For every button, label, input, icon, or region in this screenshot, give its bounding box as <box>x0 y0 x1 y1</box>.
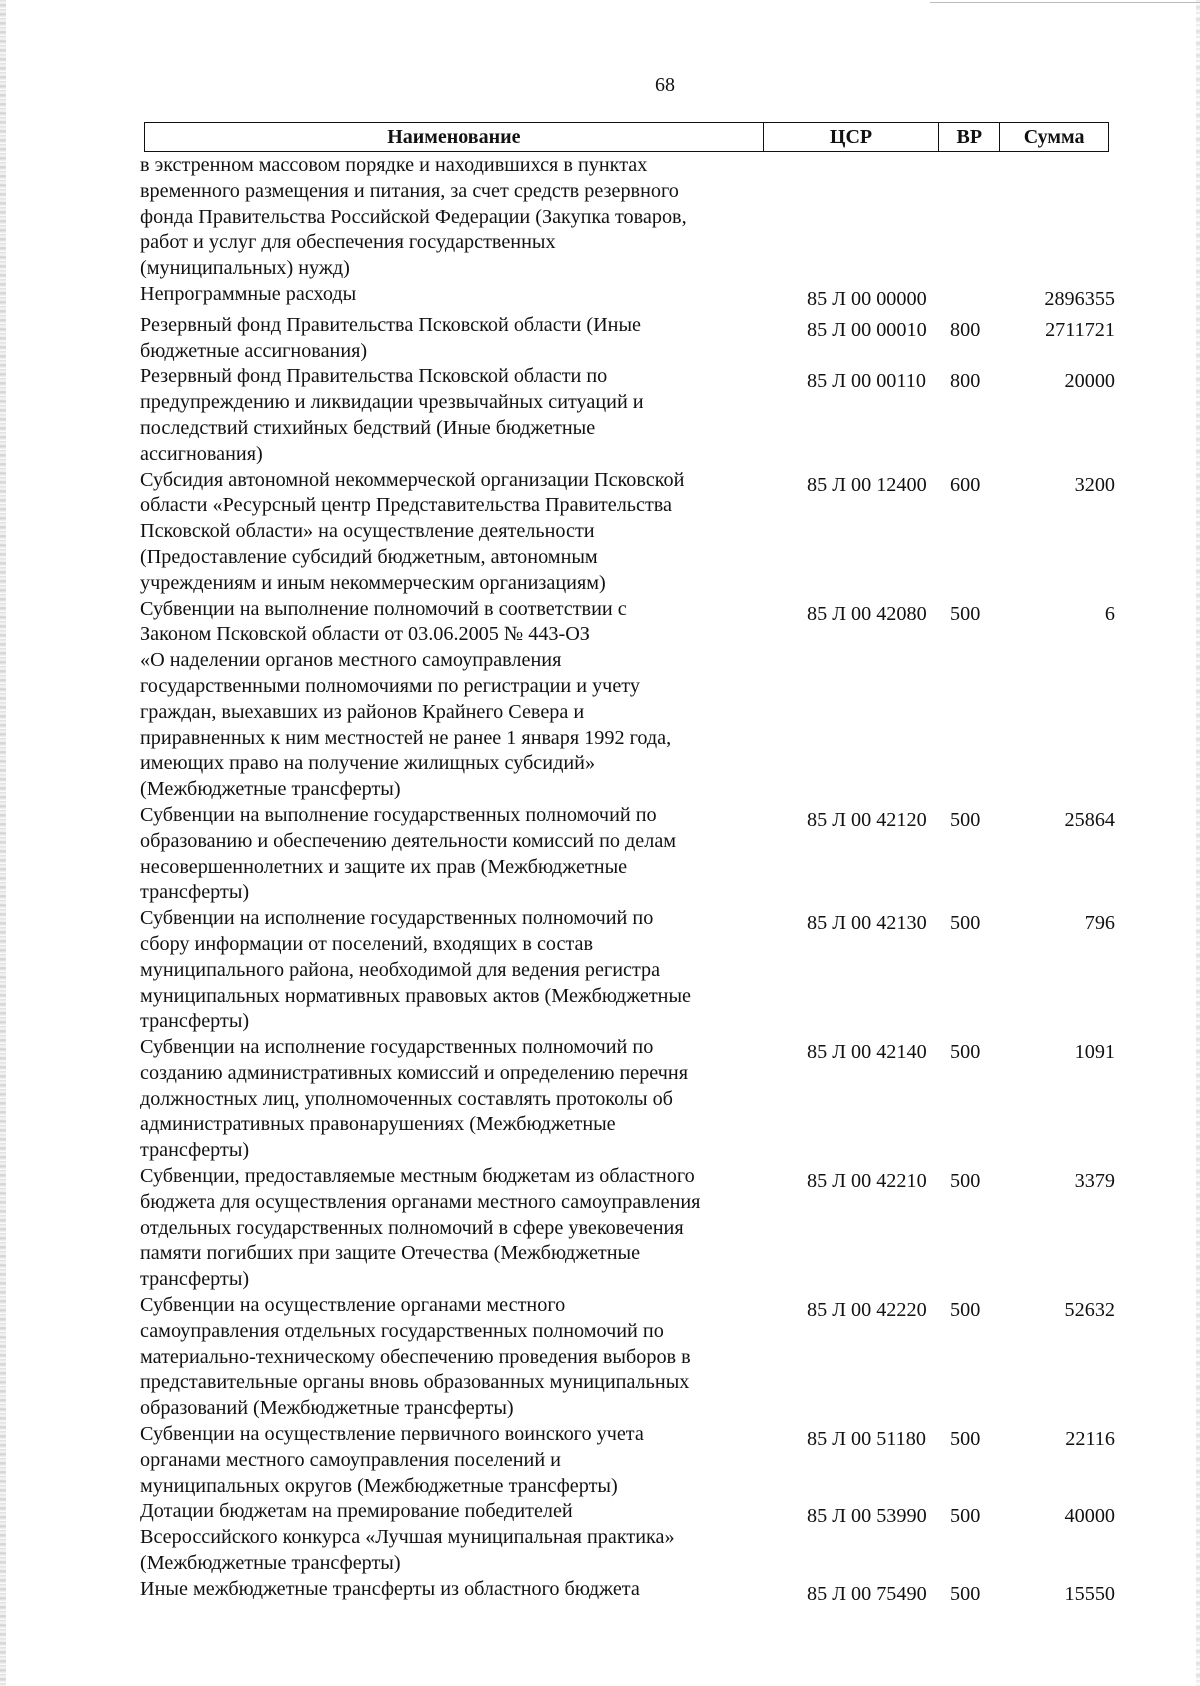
name-line: трансферты) <box>140 881 250 904</box>
table-row <box>140 364 1115 467</box>
cell-csr: 85 Л 00 00010 <box>807 318 927 341</box>
cell-vr: 500 <box>950 1041 981 1064</box>
name-line: Законом Псковской области от 03.06.2005 № 443-ОЗ <box>140 623 590 646</box>
name-line: в экстренном массовом порядке и находившихся в пунктах <box>140 154 648 176</box>
name-line: бюджетные ассигнования) <box>140 339 368 362</box>
table-row <box>140 153 1115 282</box>
scan-edge-left <box>0 0 6 1686</box>
name-line: созданию административных комиссий и определению перечня <box>140 1061 689 1084</box>
name-line: временного размещения и питания, за счет средств резервного <box>140 179 679 202</box>
table-row <box>140 906 1115 1035</box>
table-row <box>140 282 1115 313</box>
name-line: трансферты) <box>140 1268 250 1291</box>
name-line: (Межбюджетные трансферты) <box>140 778 401 801</box>
cell-name <box>140 282 760 313</box>
name-line: граждан, выехавших из районов Крайнего Севера и <box>140 700 585 723</box>
name-line: образований (Межбюджетные трансферты) <box>140 1397 514 1420</box>
cell-csr: 85 Л 00 53990 <box>807 1505 927 1528</box>
table-row <box>140 1422 1115 1499</box>
cell-name <box>140 803 760 906</box>
cell-name <box>140 1422 760 1499</box>
name-line: муниципальных округов (Межбюджетные трансферты) <box>140 1474 618 1497</box>
name-line: Непрограммные расходы <box>140 282 357 305</box>
cell-vr: 600 <box>950 473 981 496</box>
cell-vr: 500 <box>950 1505 981 1528</box>
table-row <box>140 1293 1115 1422</box>
name-line: несовершеннолетних и защите их прав (Межбюджетные <box>140 855 628 878</box>
cell-name <box>140 1577 760 1608</box>
cell-name <box>140 906 760 1035</box>
cell-sum: 52632 <box>1064 1299 1115 1322</box>
name-line: Резервный фонд Правительства Псковской области по <box>140 365 608 388</box>
cell-name <box>140 1499 760 1576</box>
page-number: 68 <box>655 74 675 96</box>
name-line: учреждениям и иным некоммерческим организациям) <box>140 571 606 594</box>
cell-vr <box>950 282 1000 313</box>
cell-name <box>140 1164 760 1293</box>
header-vr: ВР <box>939 123 1000 151</box>
name-line: Дотации бюджетам на премирование победителей <box>140 1500 573 1523</box>
table-row <box>140 1499 1115 1576</box>
cell-sum: 3200 <box>1074 473 1115 496</box>
header-csr: ЦСР <box>764 123 940 151</box>
name-line: Иные межбюджетные трансферты из областного бюджета <box>140 1577 640 1600</box>
name-line: Субвенции на выполнение полномочий в соответствии с <box>140 597 627 620</box>
name-line: Всероссийского конкурса «Лучшая муниципальная практика» <box>140 1526 675 1549</box>
table-body <box>140 153 1115 1608</box>
cell-sum: 796 <box>1084 912 1115 935</box>
name-line: Субвенции, предоставляемые местным бюджетам из областного <box>140 1165 695 1188</box>
table-header <box>144 122 1109 152</box>
name-line: муниципальных нормативных правовых актов (Межбюджетные <box>140 984 691 1007</box>
cell-name <box>140 468 760 597</box>
name-line: Субсидия автономной некоммерческой организации Псковской <box>140 468 685 491</box>
name-line: Резервный фонд Правительства Псковской области (Иные <box>140 313 641 336</box>
name-line: памяти погибших при защите Отечества (Межбюджетные <box>140 1242 641 1265</box>
name-line: ассигнования) <box>140 442 263 465</box>
name-line: Субвенции на осуществление органами местного <box>140 1294 566 1317</box>
header-sum: Сумма <box>1023 125 1085 148</box>
table-row <box>140 597 1115 803</box>
header-name: Наименование <box>145 123 764 151</box>
name-line: отдельных государственных полномочий в сфере увековечения <box>140 1216 684 1239</box>
scan-artifact-line <box>930 2 1200 3</box>
name-line: самоуправления отдельных государственных полномочий по <box>140 1319 664 1342</box>
cell-sum: 22116 <box>1065 1428 1115 1451</box>
cell-csr: 85 Л 00 75490 <box>807 1582 927 1605</box>
name-line: Субвенции на выполнение государственных полномочий по <box>140 803 657 826</box>
name-line: (Предоставление субсидий бюджетным, автономным <box>140 545 598 568</box>
name-line: области «Ресурсный центр Представительства Правительства <box>140 494 673 517</box>
cell-vr: 800 <box>950 370 981 393</box>
cell-sum: 6 <box>1104 602 1115 625</box>
name-line: Субвенции на исполнение государственных полномочий по <box>140 907 654 930</box>
cell-csr: 85 Л 00 42210 <box>807 1170 927 1193</box>
name-line: имеющих право на получение жилищных субсидий» <box>140 752 596 775</box>
name-line: (муниципальных) нужд) <box>140 257 350 280</box>
name-line: трансферты) <box>140 1139 250 1162</box>
table-row <box>140 1035 1115 1164</box>
name-line: Псковской области» на осуществление деятельности <box>140 520 595 543</box>
cell-csr: 85 Л 00 00110 <box>807 370 926 393</box>
cell-vr <box>950 153 1000 282</box>
cell-csr: 85 Л 00 00000 <box>807 287 927 310</box>
cell-vr: 800 <box>950 318 981 341</box>
name-line: Субвенции на исполнение государственных полномочий по <box>140 1036 654 1059</box>
cell-vr: 500 <box>950 1582 981 1605</box>
cell-csr: 85 Л 00 42130 <box>807 912 927 935</box>
cell-sum: 15550 <box>1064 1582 1115 1605</box>
name-line: бюджета для осуществления органами местного самоуправления <box>140 1190 701 1213</box>
cell-vr: 500 <box>950 1170 981 1193</box>
name-line: фонда Правительства Российской Федерации (Закупка товаров, <box>140 205 687 228</box>
name-line: представительные органы вновь образованных муниципальных <box>140 1371 690 1394</box>
table-row <box>140 1164 1115 1293</box>
cell-sum: 25864 <box>1064 808 1115 831</box>
cell-csr: 85 Л 00 42140 <box>807 1041 927 1064</box>
cell-name <box>140 153 760 282</box>
name-line: должностных лиц, уполномоченных составлять протоколы об <box>140 1087 673 1110</box>
cell-vr: 500 <box>950 602 981 625</box>
name-line: государственными полномочиями по регистрации и учету <box>140 674 640 697</box>
cell-sum: 2896355 <box>1044 287 1115 310</box>
cell-sum: 3379 <box>1074 1170 1115 1193</box>
table-row <box>140 468 1115 597</box>
cell-name <box>140 1293 760 1422</box>
cell-csr <box>760 153 950 282</box>
name-line: приравненных к ним местностей не ранее 1 января 1992 года, <box>140 726 672 749</box>
name-line: (Межбюджетные трансферты) <box>140 1552 401 1575</box>
name-line: последствий стихийных бедствий (Иные бюджетные <box>140 416 596 439</box>
cell-sum: 1091 <box>1074 1041 1115 1064</box>
name-line: трансферты) <box>140 1010 250 1033</box>
cell-vr: 500 <box>950 1299 981 1322</box>
cell-csr: 85 Л 00 42120 <box>807 808 927 831</box>
cell-sum: 2711721 <box>1045 318 1115 341</box>
cell-sum: 20000 <box>1064 370 1115 393</box>
name-line: работ и услуг для обеспечения государственных <box>140 231 556 254</box>
cell-csr: 85 Л 00 51180 <box>807 1428 926 1451</box>
cell-vr: 500 <box>950 1428 981 1451</box>
cell-csr: 85 Л 00 42220 <box>807 1299 927 1322</box>
name-line: образованию и обеспечению деятельности комиссий по делам <box>140 829 677 852</box>
cell-name <box>140 313 760 365</box>
cell-name <box>140 364 760 467</box>
cell-csr: 85 Л 00 12400 <box>807 473 927 496</box>
cell-name <box>140 597 760 803</box>
table-row <box>140 313 1115 365</box>
name-line: «О наделении органов местного самоуправления <box>140 649 562 672</box>
name-line: предупреждению и ликвидации чрезвычайных ситуаций и <box>140 391 644 414</box>
name-line: сбору информации от поселений, входящих в состав <box>140 932 594 955</box>
cell-vr: 500 <box>950 808 981 831</box>
cell-csr: 85 Л 00 42080 <box>807 602 927 625</box>
cell-name <box>140 1035 760 1164</box>
name-line: административных правонарушениях (Межбюджетные <box>140 1113 616 1136</box>
name-line: муниципального района, необходимой для ведения регистра <box>140 958 661 981</box>
scan-edge-right <box>1196 0 1200 1686</box>
cell-sum <box>1000 153 1115 282</box>
table-row <box>140 803 1115 906</box>
cell-vr: 500 <box>950 912 981 935</box>
name-line: Субвенции на осуществление первичного воинского учета <box>140 1423 644 1446</box>
cell-sum: 40000 <box>1064 1505 1115 1528</box>
name-line: органами местного самоуправления поселений и <box>140 1448 561 1471</box>
table-row <box>140 1577 1115 1608</box>
name-line: материально-техническому обеспечению проведения выборов в <box>140 1345 691 1368</box>
